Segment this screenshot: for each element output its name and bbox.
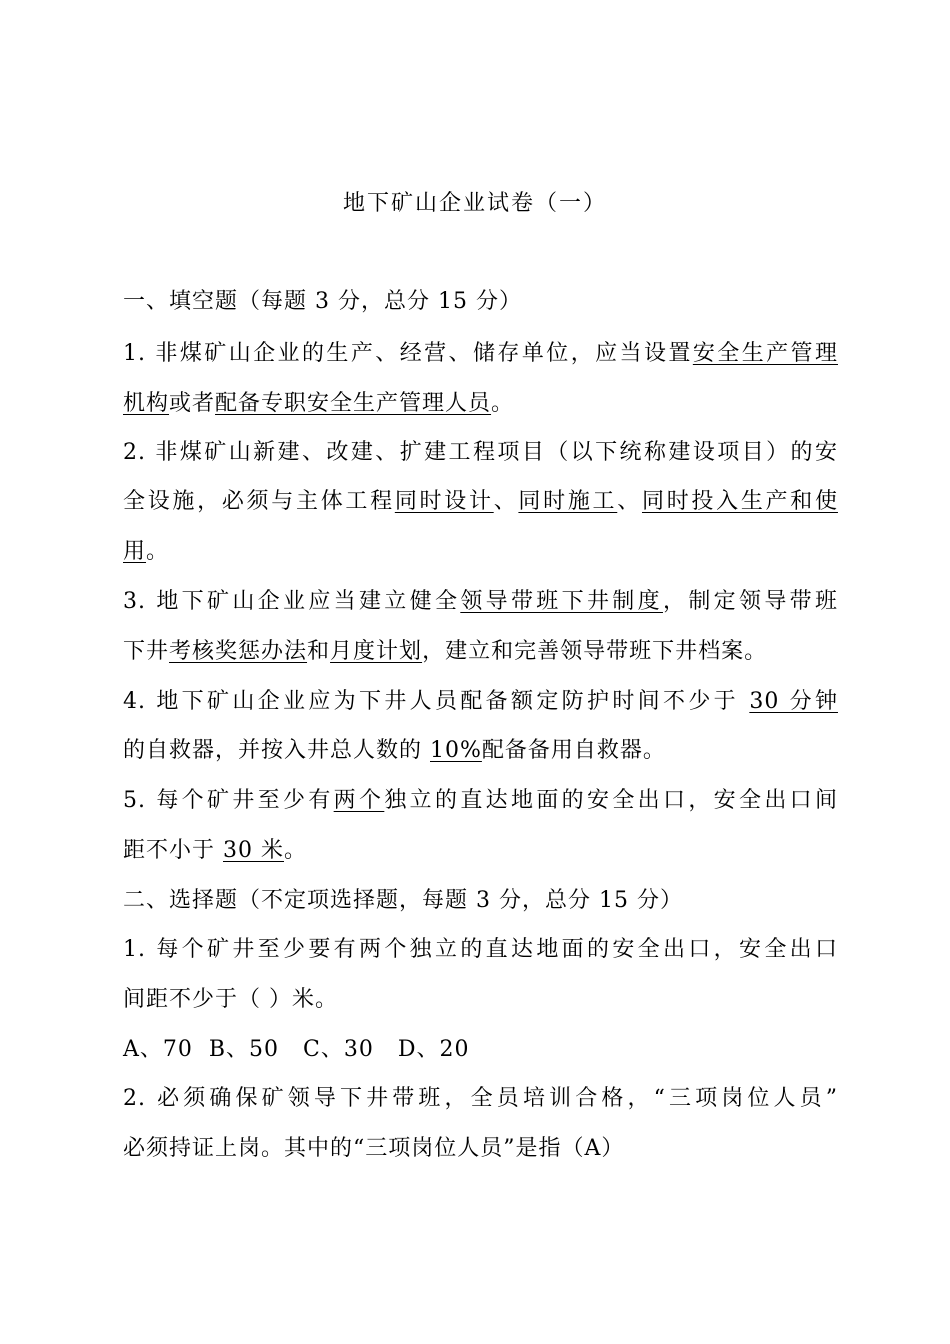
s1-q3-line1: 3. 地下矿山企业应当建立健全领导带班下井制度，制定领导带班 xyxy=(123,589,838,614)
answer-blank: 安全生产管理 xyxy=(692,341,838,366)
answer-blank: 机构 xyxy=(123,391,170,416)
answer-blank: 领导带班下井制度 xyxy=(460,589,663,614)
s2-q1-line1: 1. 每个矿井至少要有两个独立的直达地面的安全出口，安全出口 xyxy=(123,937,838,962)
s1-q4-line2: 的自救器，并按入井总人数的 10%配备备用自救器。 xyxy=(123,738,666,763)
section2-heading: 二、选择题（不定项选择题，每题 3 分，总分 15 分） xyxy=(123,888,683,913)
s1-q1-line1: 1. 非煤矿山企业的生产、经营、储存单位，应当设置安全生产管理 xyxy=(123,341,838,366)
answer-blank: 10% xyxy=(430,738,482,763)
answer-blank: 考核奖惩办法 xyxy=(169,639,308,664)
s1-q3-line2: 下井考核奖惩办法和月度计划，建立和完善领导带班下井档案。 xyxy=(123,639,768,664)
answer-blank: 两个 xyxy=(333,788,385,813)
s1-q5-line2: 距不小于 30 米。 xyxy=(123,838,308,863)
answer-blank: 同时设计 xyxy=(394,489,494,514)
s2-q1-options: A、70 B、50 C、30 D、20 xyxy=(123,1037,470,1062)
s2-q1-line2: 间距不少于（ ）米。 xyxy=(123,987,338,1012)
s1-q2-line2: 全设施，必须与主体工程同时设计、同时施工、同时投入生产和使 xyxy=(123,489,838,514)
answer-blank: 同时投入生产和使 xyxy=(641,489,838,514)
answer-blank: 配备专职安全生产管理人员 xyxy=(215,391,492,416)
s1-q2-line3: 用。 xyxy=(123,539,170,564)
answer-blank: 月度计划 xyxy=(330,639,423,664)
s1-q2-line1: 2. 非煤矿山新建、改建、扩建工程项目（以下统称建设项目）的安 xyxy=(123,440,838,465)
s2-q2-line2: 必须持证上岗。其中的“三项岗位人员”是指（A） xyxy=(123,1136,625,1161)
answer-blank: 同时施工 xyxy=(518,489,618,514)
s1-q5-line1: 5. 每个矿井至少有两个独立的直达地面的安全出口，安全出口间 xyxy=(123,788,838,813)
section1-heading: 一、填空题（每题 3 分，总分 15 分） xyxy=(123,289,522,314)
s1-q4-line1: 4. 地下矿山企业应为下井人员配备额定防护时间不少于 30 分钟 xyxy=(123,689,838,714)
s2-q2-line1: 2. 必须确保矿领导下井带班，全员培训合格，“三项岗位人员” xyxy=(123,1086,838,1111)
s1-q1-line2: 机构或者配备专职安全生产管理人员。 xyxy=(123,391,515,416)
answer-blank: 30 分钟 xyxy=(749,689,838,714)
page-title: 地下矿山企业试卷（一） xyxy=(342,191,607,216)
answer-blank: 用 xyxy=(123,539,147,564)
answer-blank: 30 米 xyxy=(223,838,284,863)
